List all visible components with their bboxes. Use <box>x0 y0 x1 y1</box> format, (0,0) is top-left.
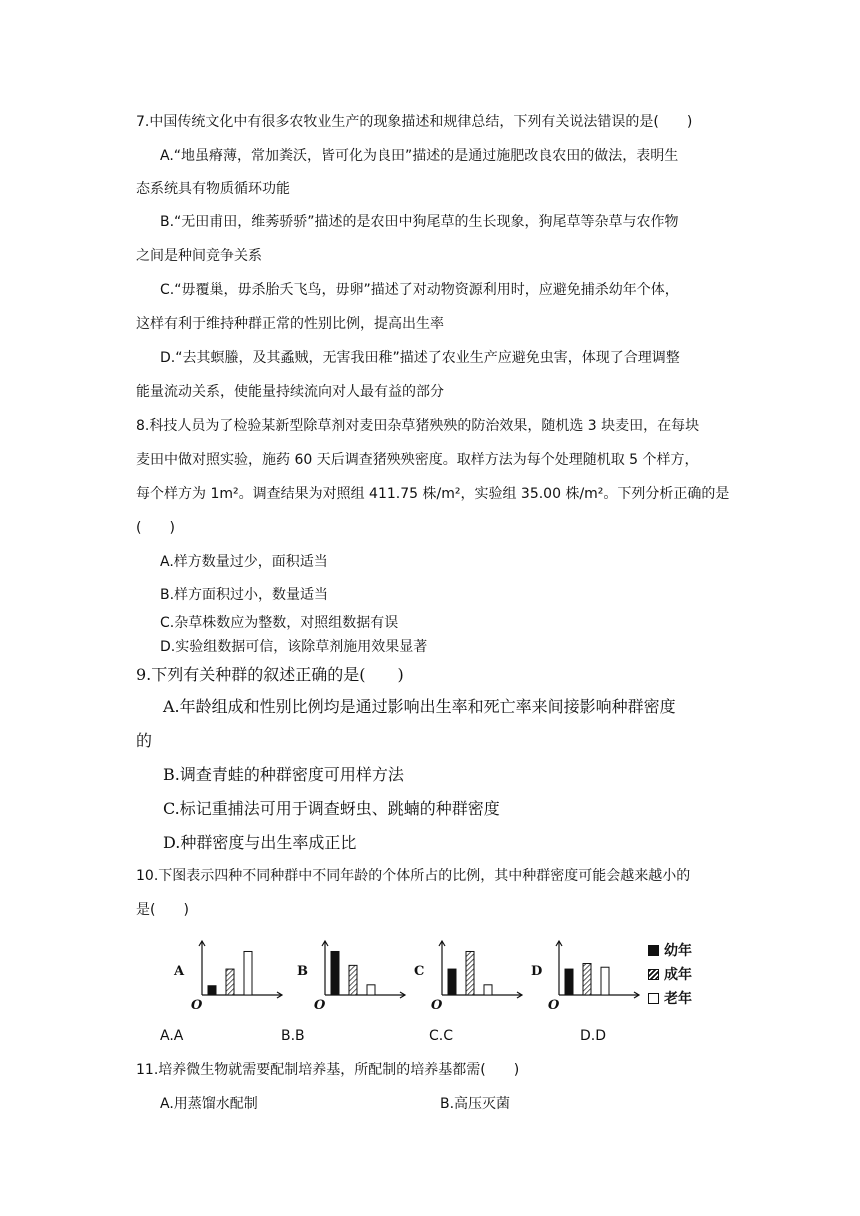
q10-option-a: A.A <box>160 1028 184 1044</box>
hatched-swatch-icon <box>648 969 659 980</box>
q8-option-a: A.样方数量过少，面积适当 <box>160 554 328 570</box>
q8-option-c: C.杂草株数应为整数，对照组数据有误 <box>160 615 399 631</box>
q7-stem: 7.中国传统文化中有很多农牧业生产的现象描述和规律总结，下列有关说法错误的是( ) <box>136 114 693 130</box>
q8-stem-line4: ( ) <box>136 520 175 536</box>
legend-label-elderly: 老年 <box>664 991 692 1007</box>
legend-label-juvenile: 幼年 <box>664 943 692 959</box>
q9-option-c: C.标记重捕法可用于调查蚜虫、跳蝻的种群密度 <box>163 799 500 818</box>
q9-option-a-line2: 的 <box>136 731 153 750</box>
q11-stem: 11.培养微生物就需要配制培养基，所配制的培养基都需( ) <box>136 1062 520 1078</box>
q7-option-c-line1: C.“毋覆巢，毋杀胎夭飞鸟，毋卵”描述了对动物资源利用时，应避免捕杀幼年个体， <box>160 282 679 298</box>
q7-option-a-line1: A.“地虽瘠薄，常加粪沃，皆可化为良田”描述的是通过施肥改良农田的做法，表明生 <box>160 148 679 164</box>
q10-option-c: C.C <box>429 1028 454 1044</box>
bar-adult <box>583 964 591 995</box>
q8-stem-line3: 每个样方为 1m²。调查结果为对照组 411.75 株/m²，实验组 35.00 株/m²。下列分析正确的是 <box>136 486 730 502</box>
q7-option-b-line2: 之间是种间竞争关系 <box>136 248 262 264</box>
bar-juvenile <box>331 951 339 995</box>
solid-swatch-icon <box>648 945 659 956</box>
q10-option-b: B.B <box>281 1028 305 1044</box>
bar-elderly <box>244 951 252 995</box>
bar-juvenile <box>208 986 216 995</box>
bar-juvenile <box>565 969 573 995</box>
q11-option-a: A.用蒸馏水配制 <box>160 1096 258 1112</box>
chart-panel-c <box>408 935 528 1015</box>
panel-label: D <box>531 964 543 979</box>
bar-adult <box>349 965 357 995</box>
q7-option-d-line2: 能量流动关系，使能量持续流向对人最有益的部分 <box>136 384 444 400</box>
q7-option-b-line1: B.“无田甫田，维莠骄骄”描述的是农田中狗尾草的生长现象，狗尾草等杂草与农作物 <box>160 214 679 230</box>
origin-label: O <box>191 998 203 1013</box>
chart-legend <box>648 940 738 1010</box>
q10-stem-line2: 是( ) <box>136 902 189 918</box>
q9-option-a-line1: A.年龄组成和性别比例均是通过影响出生率和死亡率来间接影响种群密度 <box>163 697 676 716</box>
origin-label: O <box>548 998 560 1013</box>
age-structure-charts <box>168 935 728 1015</box>
q10-option-d: D.D <box>580 1028 607 1044</box>
panel-label: A <box>174 964 185 979</box>
bar-elderly <box>601 967 609 995</box>
q8-option-d: D.实验组数据可信，该除草剂施用效果显著 <box>160 639 428 655</box>
bar-adult <box>226 969 234 995</box>
origin-label: O <box>431 998 443 1013</box>
q10-stem-line1: 10.下图表示四种不同种群中不同年龄的个体所占的比例，其中种群密度可能会越来越小的 <box>136 868 691 884</box>
legend-item-adult <box>648 964 692 984</box>
legend-label-adult: 成年 <box>664 967 692 983</box>
panel-label: C <box>414 964 425 979</box>
legend-item-juvenile <box>648 940 692 960</box>
panel-label: B <box>297 964 308 979</box>
q9-option-b: B.调查青蛙的种群密度可用样方法 <box>163 765 404 784</box>
bar-elderly <box>367 985 375 995</box>
bar-elderly <box>484 985 492 995</box>
q8-stem-line2: 麦田中做对照实验，施药 60 天后调查猪殃殃密度。取样方法为每个处理随机取 5 个样方， <box>136 452 699 468</box>
q9-option-d: D.种群密度与出生率成正比 <box>163 833 357 852</box>
q7-option-d-line1: D.“去其螟螣，及其蟊贼，无害我田稚”描述了农业生产应避免虫害，体现了合理调整 <box>160 350 680 366</box>
q8-stem-line1: 8.科技人员为了检验某新型除草剂对麦田杂草猪殃殃的防治效果，随机选 3 块麦田，在每块 <box>136 418 700 434</box>
q7-option-a-line2: 态系统具有物质循环功能 <box>136 181 290 197</box>
bar-juvenile <box>448 969 456 995</box>
q8-option-b: B.样方面积过小，数量适当 <box>160 587 329 603</box>
origin-label: O <box>314 998 326 1013</box>
chart-panel-b <box>291 935 411 1015</box>
legend-item-elderly <box>648 988 692 1008</box>
q7-option-c-line2: 这样有利于维持种群正常的性别比例，提高出生率 <box>136 316 444 332</box>
q9-stem: 9.下列有关种群的叙述正确的是( ) <box>136 665 404 684</box>
bar-adult <box>466 951 474 995</box>
chart-panel-a <box>168 935 288 1015</box>
q11-option-b: B.高压灭菌 <box>440 1096 511 1112</box>
chart-panel-d <box>525 935 645 1015</box>
empty-swatch-icon <box>648 993 659 1004</box>
